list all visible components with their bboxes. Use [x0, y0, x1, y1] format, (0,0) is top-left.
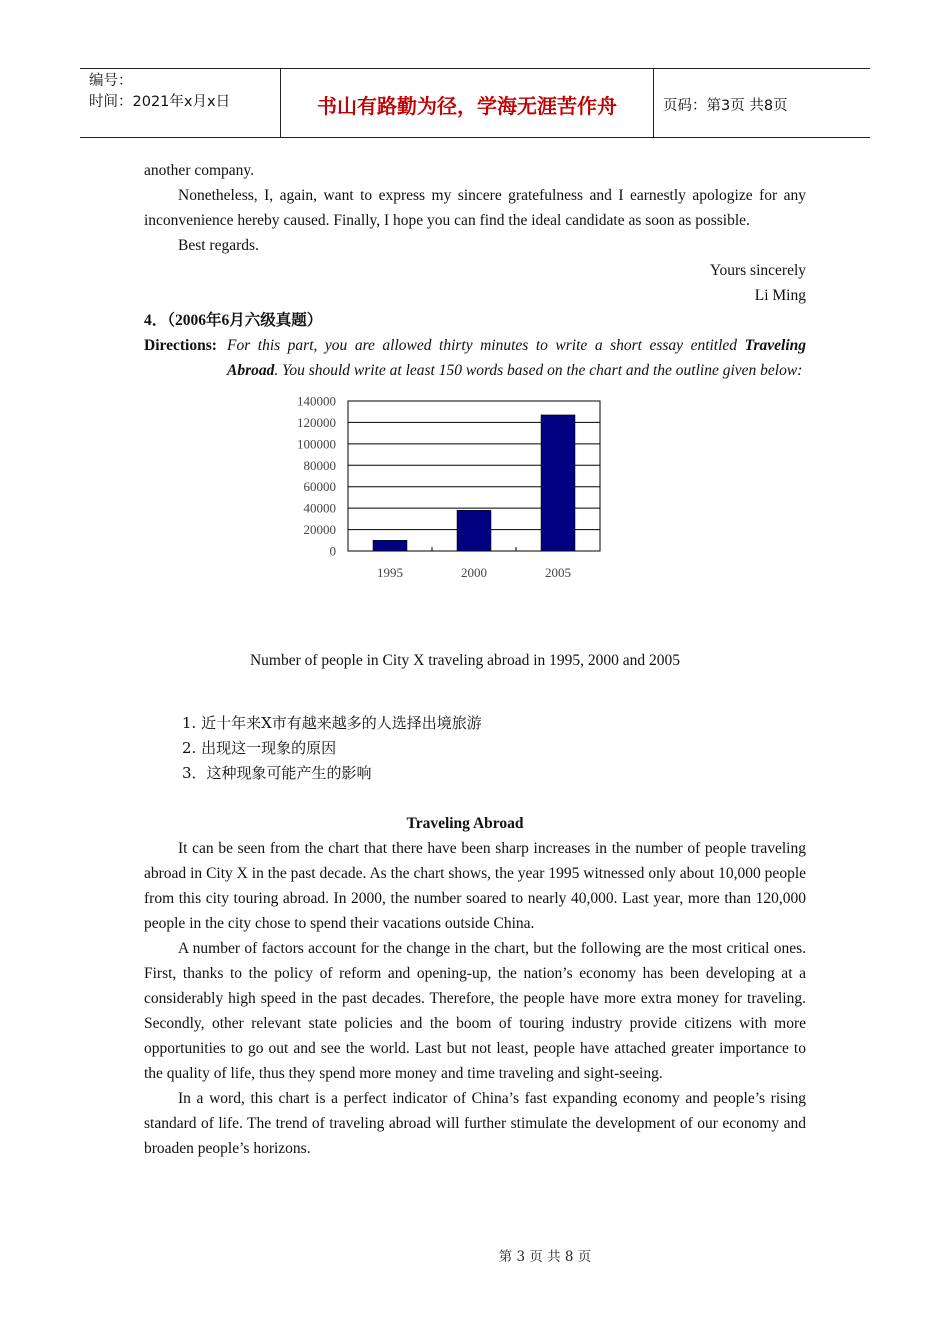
y-tick-label: 120000: [297, 414, 336, 430]
directions-text: [227, 333, 806, 383]
date-label: 时间：2021年x月x日: [89, 94, 231, 110]
page-header: [80, 68, 870, 138]
letter-line: another company.: [144, 162, 255, 179]
bar: [373, 540, 407, 551]
y-tick-label: 40000: [303, 500, 336, 516]
bar-chart: [144, 383, 806, 638]
chart-title: Number of people in City X traveling abroad in 1995, 2000 and 2005: [249, 652, 681, 669]
y-tick-label: 0: [329, 543, 336, 559]
directions-title: Traveling Abroad: [227, 337, 806, 379]
header-meta: [80, 69, 281, 137]
directions-label: Directions:: [144, 337, 217, 354]
x-tick-label: 2000: [461, 565, 487, 580]
letter-regards: Best regards.: [178, 237, 259, 254]
outline-item: 3．这种现象可能产生的影响: [182, 764, 372, 782]
essay-paragraph: A number of factors account for the change in the chart, but the following are the most critical ones. First, thanks to the policy of reform and opening-up, the nation’s economy has been developing at a considerably high speed in the past decades. Therefore, the people have more extra money for traveling. Secondly, other relevant state policies and the boom of touring industry provide citizens with more opportunities to go out and see the world. Last but not least, people have attached greater importance to the quality of life, thus they spend more money and time traveling and sight-seeing.: [144, 940, 806, 1082]
y-tick-label: 100000: [297, 436, 336, 452]
letter-signature: Li Ming: [754, 287, 806, 304]
outline-item: 1. 近十年来X市有越来越多的人选择出境旅游: [182, 714, 482, 732]
bar: [457, 510, 491, 551]
header-page-info: 页码：第3页 共8页: [663, 97, 788, 114]
directions: [144, 333, 806, 383]
x-tick-label: 2005: [545, 565, 571, 580]
x-tick-label: 1995: [377, 565, 403, 580]
page-footer: 第 3 页 共 8 页: [498, 1249, 592, 1265]
y-tick-label: 20000: [303, 522, 336, 538]
y-tick-label: 60000: [303, 479, 336, 495]
y-tick-label: 80000: [303, 457, 336, 473]
letter-paragraph: Nonetheless, I, again, want to express my sincere gratefulness and I earnestly apologize for any inconvenience hereby caused. Finally, I hope you can find the ideal candidate as soon as possible.: [144, 187, 806, 229]
directions-post: . You should write at least 150 words based on the chart and the outline given below:: [274, 362, 803, 379]
bar: [541, 415, 575, 551]
letter-closing: Yours sincerely: [709, 262, 806, 279]
essay-paragraph: In a word, this chart is a perfect indicator of China’s fast expanding economy and people’s rising standard of life. The trend of traveling abroad will further stimulate the development of our economy and broaden people’s horizons.: [144, 1090, 806, 1157]
directions-pre: For this part, you are allowed thirty minutes to write a short essay entitled: [227, 337, 745, 354]
essay-title: Traveling Abroad: [406, 815, 524, 832]
y-tick-label: 140000: [297, 393, 336, 409]
serial-label: 编号：: [89, 73, 133, 89]
essay-paragraph: It can be seen from the chart that there have been sharp increases in the number of people traveling abroad in City X in the past decade. As the chart shows, the year 1995 witnessed only about 10,000 people from this city touring abroad. In 2000, the number soared to nearly 40,000. Last year, more than 120,000 people in the city chose to spend their vacations outside China.: [144, 840, 806, 932]
outline-list: [182, 711, 806, 786]
question-number: 4．（2006年6月六级真题）: [144, 312, 323, 329]
document-body: [144, 158, 806, 1161]
bar-chart-svg: [144, 383, 806, 638]
header-motto: 书山有路勤为径，学海无涯苦作舟: [281, 69, 654, 137]
outline-item: 2. 出现这一现象的原因: [182, 739, 337, 757]
